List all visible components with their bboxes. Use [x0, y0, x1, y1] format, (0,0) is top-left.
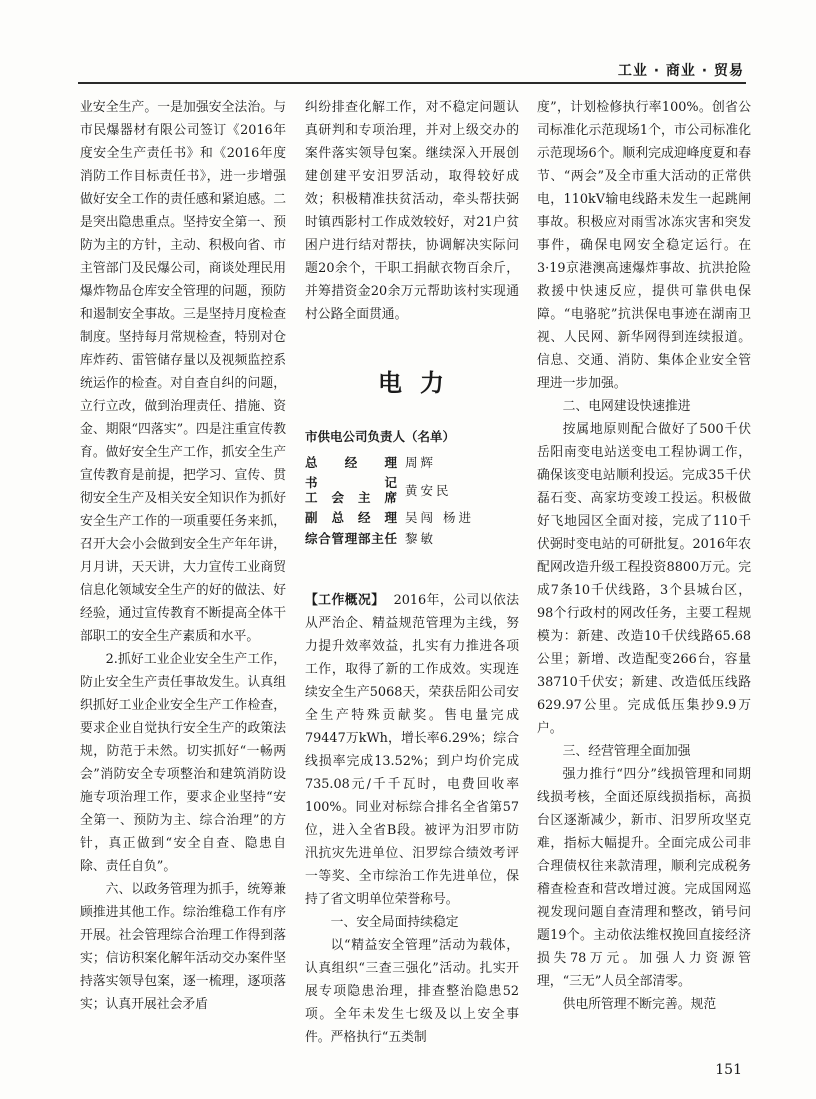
subheading: 三、经营管理全面加强	[562, 744, 691, 759]
paragraph: 按属地原则配合做好了500千伏岳阳南变电站送变电工程协调工作，确保该变电站顺利投运。完成35千伏磊石变、高家坊变竣工投运。积极做好飞地园区全面对接，完成了110千伏弼时变电站的可研批复。2016年农配网改造升级工程投资8800万元。完成7条10千伏线路，3个县城台区，98个行政村的网改任务，主要工程规模为：新建、改造10千伏线路65.68公里；新增、改造配变266台，容量38710千伏安；新建、改造低压线路629.97公里。完成低压集抄9.9万户。	[537, 422, 751, 736]
directory-role: 副总经理	[305, 510, 397, 525]
column-3	[537, 96, 751, 1016]
directory-title: 市供电公司负责人（名单）	[305, 429, 456, 444]
directory-name: 吴闯 杨进	[405, 510, 474, 525]
overview-paragraph	[305, 589, 519, 911]
directory-row	[305, 475, 519, 505]
overview-tag: 【工作概况】	[305, 593, 385, 608]
directory-role: 总经理	[305, 455, 397, 470]
subheading: 二、电网建设快速推进	[562, 399, 691, 414]
directory-role	[305, 475, 397, 505]
paragraph: 供电所管理不断完善。规范	[562, 997, 717, 1012]
directory-role-line: 书记	[305, 475, 397, 490]
paragraph: 业安全生产。一是加强安全法治。与市民爆器材有限公司签订《2016年度安全生产责任书》和《2016年度消防工作目标责任书》，进一步增强做好安全工作的责任感和紧迫感。二是突出隐患重点。坚持安全第一、预防为主的方针，主动、积极向省、市主管部门及民爆公司，商谈处理民用爆炸物品仓库安全管理的问题，预防和遏制安全事故。三是坚持月度检查制度。坚持每月常规检查，特别对仓库炸药、雷管储存量以及视频监控系统运作的检查。对自查自纠的问题，立行立改，做到治理责任、措施、资金、期限“四落实”。四是注重宣传教育。做好安全生产工作，抓安全生产宣传教育是前提，把学习、宣传、贯彻安全生产及相关安全知识作为抓好安全生产工作的一项重要任务来抓，召开大会小会做到安全生产年年讲，月月讲，天天讲，大力宣传工业商贸信息化领域安全生产的好的做法、好经验，通过宣传教育不断提高全体干部职工的安全生产素质和水平。	[80, 100, 286, 644]
paragraph: 2.抓好工业企业安全生产工作，防止安全生产责任事故发生。认真组织抓好工业企业安全生产工作检查，要求企业自觉执行安全生产的政策法规，防范于未然。切实抓好“一畅两会”消防安全专项整治和建筑消防设施专项治理工作，要求企业坚持“安全第一、预防为主、综合治理”的方针，真正做到“安全自查、隐患自除、责任自负”。	[80, 652, 286, 874]
paragraph: 度”，计划检修执行率100%。创省公司标准化示范现场1个，市公司标准化示范现场6个。顺利完成迎峰度夏和春节、“两会”及全市重大活动的正常供电，110kV输电线路未发生一起跳闸事故。积极应对雨雪冰冻灾害和突发事件，确保电网安全稳定运行。在3·19京港澳高速爆炸事故、抗洪抢险救援中快速反应，提供可靠供电保障。“电骆驼”抗洪保电事迹在湖南卫视、人民网、新华网得到连续报道。信息、交通、消防、集体企业安全管理进一步加强。	[537, 100, 751, 391]
directory-row	[305, 528, 519, 549]
directory-row	[305, 452, 519, 473]
directory-role-line: 工会主席	[305, 490, 397, 505]
paragraph: 六、以政务管理为抓手，统筹兼顾推进其他工作。综治维稳工作有序开展。社会管理综合治理工作得到落实；信访积案化解年活动交办案件坚持落实领导包案，逐一梳理，逐项落实；认真开展社会矛盾	[80, 882, 286, 1012]
directory-name: 黎敏	[405, 531, 437, 546]
directory-role: 综合管理部主任	[305, 531, 397, 546]
column-1	[80, 96, 286, 1016]
paragraph: 纠纷排查化解工作，对不稳定问题认真研判和专项治理，并对上级交办的案件落实领导包案。继续深入开展创建创建平安汨罗活动，取得较好成效；积极精准扶贫活动，牵头帮扶弼时镇西影村工作成效较好，对21户贫困户进行结对帮扶，协调解决实际问题20余个，干职工捐献衣物百余斤，并筹措资金20余万元帮助该村实现通村公路全面贯通。	[305, 100, 519, 322]
subheading: 一、安全局面持续稳定	[330, 915, 459, 930]
directory-name: 黄安民	[405, 482, 452, 498]
directory-row	[305, 507, 519, 528]
page-number: 151	[715, 1062, 742, 1078]
overview-text: 2016年，公司以依法从严治企、精益规范管理为主线，努力提升效率效益，扎实有力推进各项工作，取得了新的工作成效。实现连续安全生产5068天，荣获岳阳公司安全生产特殊贡献奖。售电量完成79447万kWh，增长率6.29%；综合线损率完成13.52%；到户均价完成735.08元/千千瓦时，电费回收率100%。同业对标综合排名全省第57位，进入全省B段。被评为汨罗市防汛抗灾先进单位、汨罗综合绩效考评一等奖、全市综治工作先进单位，保持了省文明单位荣誉称号。	[305, 593, 520, 907]
section-label: 工业 · 商业 · 贸易	[617, 63, 744, 79]
directory-name: 周辉	[405, 455, 437, 470]
column-2	[305, 96, 519, 1049]
header-rule	[78, 82, 746, 84]
section-title: 电力	[378, 369, 462, 397]
paragraph: 以“精益安全管理”活动为载体，认真组织“三查三强化”活动。扎实开展专项隐患治理，排查整治隐患52项。全年未发生七级及以上安全事件。严格执行“五类制	[305, 938, 519, 1045]
paragraph: 强力推行“四分”线损管理和同期线损考核，全面还原线损指标，高损台区逐渐减少，新市、汨罗所攻坚克难，指标大幅提升。全面完成公司非合理债权往来款清理，顺利完成税务稽查检查和营改增过渡。完成国网巡视发现问题自查清理和整改，销号问题19个。主动依法维权挽回直接经济损失78万元。加强人力资源管理，“三无”人员全部清零。	[537, 767, 751, 989]
